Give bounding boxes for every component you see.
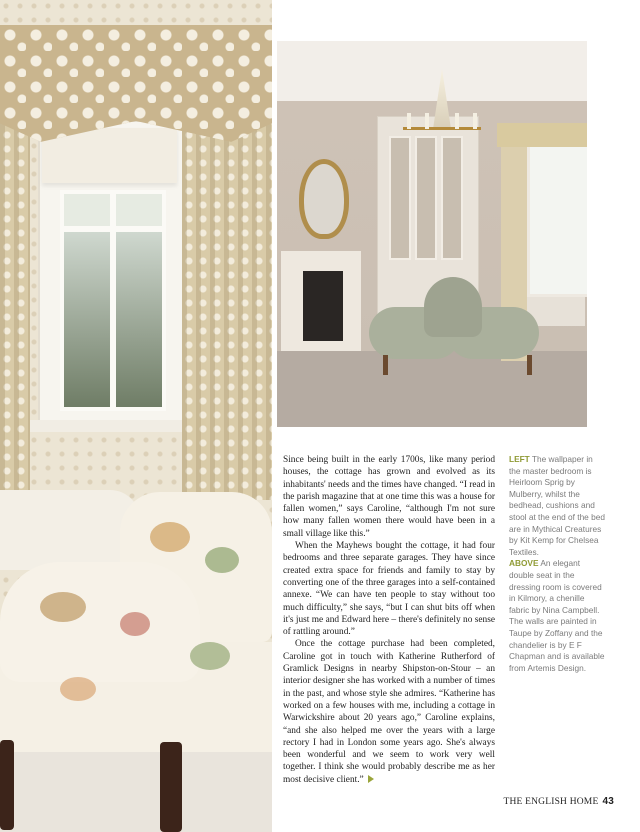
seat-leg <box>383 355 388 375</box>
window-pane <box>60 190 114 230</box>
caption-text-above: An elegant double seat in the dressing room is covered in Kilmory, a chenille fabric by Nina Campbell. The walls are painted in Taupe by Zoffany and the chandelier is by E F Chapman and is available from Artemis Design. <box>509 558 605 673</box>
double-seat <box>369 277 544 367</box>
chair-leg <box>0 740 14 830</box>
chair-leg <box>160 742 182 832</box>
candle <box>425 113 429 129</box>
fabric-motif <box>190 642 230 670</box>
window-pane <box>112 190 166 230</box>
chair-arm <box>0 562 200 682</box>
caption-label-above: ABOVE <box>509 558 539 569</box>
dressing-room-photo <box>277 41 587 427</box>
article-paragraph: When the Mayhews bought the cottage, it had four bedrooms and three separate garages. They have since created extra space for friends and family to stay by converting one of the three garages into a self-contained annexe. “We can have ten people to stay without too much difficulty,” she says, “but I can shut bits off when it's just me and Edward here – there's definitely no sense of rattling around.” <box>283 541 495 638</box>
patterned-armchair <box>0 492 272 832</box>
seat-back <box>424 277 482 337</box>
dressing-room-window <box>527 141 587 297</box>
fabric-motif <box>150 522 190 552</box>
chandelier-arm <box>403 127 481 130</box>
candle <box>407 113 411 129</box>
fabric-motif <box>40 592 86 622</box>
chandelier <box>403 49 481 159</box>
curtain-right <box>182 100 272 500</box>
magazine-name: THE ENGLISH HOME <box>503 797 599 807</box>
window-sill <box>24 420 184 432</box>
article-paragraph: Since being built in the early 1700s, like many period houses, the cottage has grown and evolved as its inhabitants' needs and the times have changed. “I read in the parish magazine that at one time this was a house for fallen women,” says Caroline, “although I'm not sure how many fallen women there would have been in a small village like this.” <box>283 455 495 539</box>
chandelier-body <box>433 69 451 129</box>
page-footer <box>503 796 614 807</box>
continue-arrow-icon <box>368 775 374 783</box>
candle <box>473 113 477 129</box>
fabric-motif <box>120 612 150 636</box>
candle <box>455 113 459 129</box>
window-pane <box>60 228 114 411</box>
firebox <box>303 271 343 341</box>
photo-caption <box>509 454 605 674</box>
article-paragraph: Once the cottage purchase had been completed, Caroline got in touch with Katherine Rutherford of Gramlick Designs in nearby Shipston-on-Stour – an interior designer she has worked with a number of times in the past, and whose style she admires. “Katherine has worked on a few houses with me, including a cottage in Warwickshire about 20 years ago,” Caroline explains, “and she also helped me over the years with a large rectory I had in London some years ago. She's always been wonderful and we seem to work very well together. I think she would probably describe me as her most decisive client.” <box>283 639 495 785</box>
caption-text-left: The wallpaper in the master bedroom is Heirloom Sprig by Mulberry, whilst the bedhead, cushions and stool at the end of the bed are in Mythical Creatures by Kit Kemp for Chelsea Textiles. <box>509 454 605 557</box>
fabric-motif <box>60 677 96 701</box>
window-pane <box>112 228 166 411</box>
bedroom-photo <box>0 0 272 832</box>
article-body <box>283 454 495 786</box>
curtain-left <box>0 100 30 500</box>
seat-leg <box>527 355 532 375</box>
curtain-pelmet <box>497 123 587 147</box>
fabric-motif <box>205 547 239 573</box>
page-number: 43 <box>602 796 614 807</box>
caption-label-left: LEFT <box>509 454 530 464</box>
gilt-mirror <box>299 159 349 239</box>
